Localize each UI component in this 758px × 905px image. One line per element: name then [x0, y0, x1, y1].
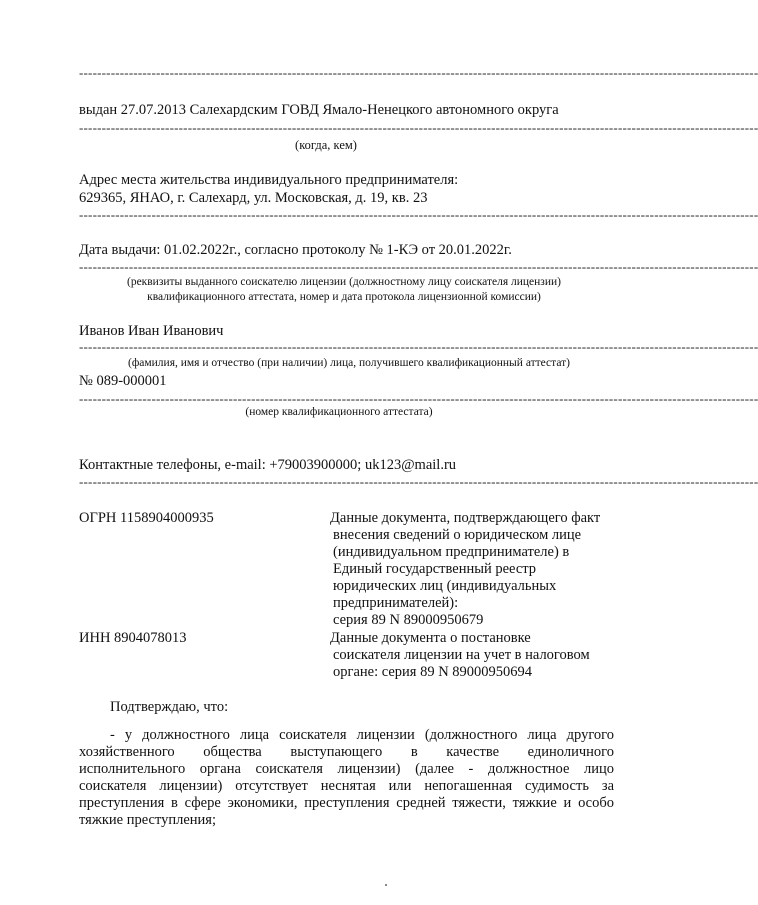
paragraph-line: тяжкие преступления;	[79, 812, 216, 828]
person-name: Иванов Иван Иванович	[79, 323, 224, 339]
ogrn-description-line: Данные документа, подтверждающего факт	[330, 510, 601, 526]
dashed-rule: ------------------------------------------------------------------------------------------------------------------------------------------------------	[79, 65, 758, 80]
ogrn-description-line: серия 89 N 89000950679	[333, 612, 484, 628]
address-value: 629365, ЯНАО, г. Салехард, ул. Московская, д. 19, кв. 23	[79, 190, 428, 206]
paragraph-line: преступления в сфере экономики, преступления средней тяжести, тяжкие и особо	[79, 795, 614, 811]
address-label: Адрес места жительства индивидуального предпринимателя:	[79, 172, 459, 188]
dashed-rule: ------------------------------------------------------------------------------------------------------------------------------------------------------	[79, 120, 758, 135]
inn-description-line: соискателя лицензии на учет в налоговом	[333, 647, 590, 663]
issuer-caption: (когда, кем)	[295, 138, 357, 152]
inn-description-line: Данные документа о постановке	[330, 630, 531, 646]
certificate-number: № 089-000001	[79, 373, 167, 389]
paragraph-line: соискателя лицензии) отсутствует неснятая или непогашенная судимость за	[79, 778, 614, 794]
ogrn-description-line: внесения сведений о юридическом лице	[333, 527, 582, 543]
issuer-line: выдан 27.07.2013 Салехардским ГОВД Ямало-Ненецкого автономного округа	[79, 102, 559, 118]
contacts-line: Контактные телефоны, e-mail: +79003900000; uk123@mail.ru	[79, 457, 457, 473]
ogrn-description	[330, 510, 615, 629]
ogrn-description-line: предпринимателей):	[333, 595, 459, 611]
inn-value: ИНН 8904078013	[79, 630, 187, 646]
person-caption: (фамилия, имя и отчество (при наличии) лица, получившего квалификационный аттестат)	[127, 357, 570, 369]
confirmation-heading: Подтверждаю, что:	[110, 699, 229, 715]
dashed-rule: ------------------------------------------------------------------------------------------------------------------------------------------------------	[79, 339, 758, 354]
ogrn-description-line: (индивидуальном предпринимателе) в	[333, 544, 570, 560]
inn-description	[330, 630, 615, 681]
paragraph-line: исполнительного органа соискателя лицензии) (далее - должностное лицо	[79, 761, 614, 777]
scan-speck	[385, 884, 387, 886]
license-caption-line2: квалификационного аттестата, номер и дата протокола лицензионной комиссии)	[147, 291, 541, 303]
ogrn-description-line: Единый государственный реестр	[333, 561, 537, 577]
inn-description-line: органе: серия 89 N 89000950694	[333, 664, 533, 680]
dashed-rule: ------------------------------------------------------------------------------------------------------------------------------------------------------	[79, 207, 758, 222]
license-issue-line: Дата выдачи: 01.02.2022г., согласно протоколу № 1-КЭ от 20.01.2022г.	[79, 242, 512, 258]
dashed-rule: ------------------------------------------------------------------------------------------------------------------------------------------------------	[79, 391, 758, 406]
dashed-rule: ------------------------------------------------------------------------------------------------------------------------------------------------------	[79, 259, 758, 274]
confirmation-paragraph	[79, 727, 614, 829]
ogrn-description-line: юридических лиц (индивидуальных	[333, 578, 557, 594]
paragraph-line: - у должностного лица соискателя лицензии (должностного лица другого	[110, 727, 614, 743]
ogrn-value: ОГРН 1158904000935	[79, 510, 214, 526]
certificate-caption: (номер квалификационного аттестата)	[245, 406, 433, 418]
dashed-rule: ------------------------------------------------------------------------------------------------------------------------------------------------------	[79, 474, 758, 489]
paragraph-line: хозяйственного общества выступающего в качестве единоличного	[79, 744, 614, 760]
license-caption-line1: (реквизиты выданного соискателю лицензии (должностному лицу соискателя лицензии)	[126, 276, 561, 288]
